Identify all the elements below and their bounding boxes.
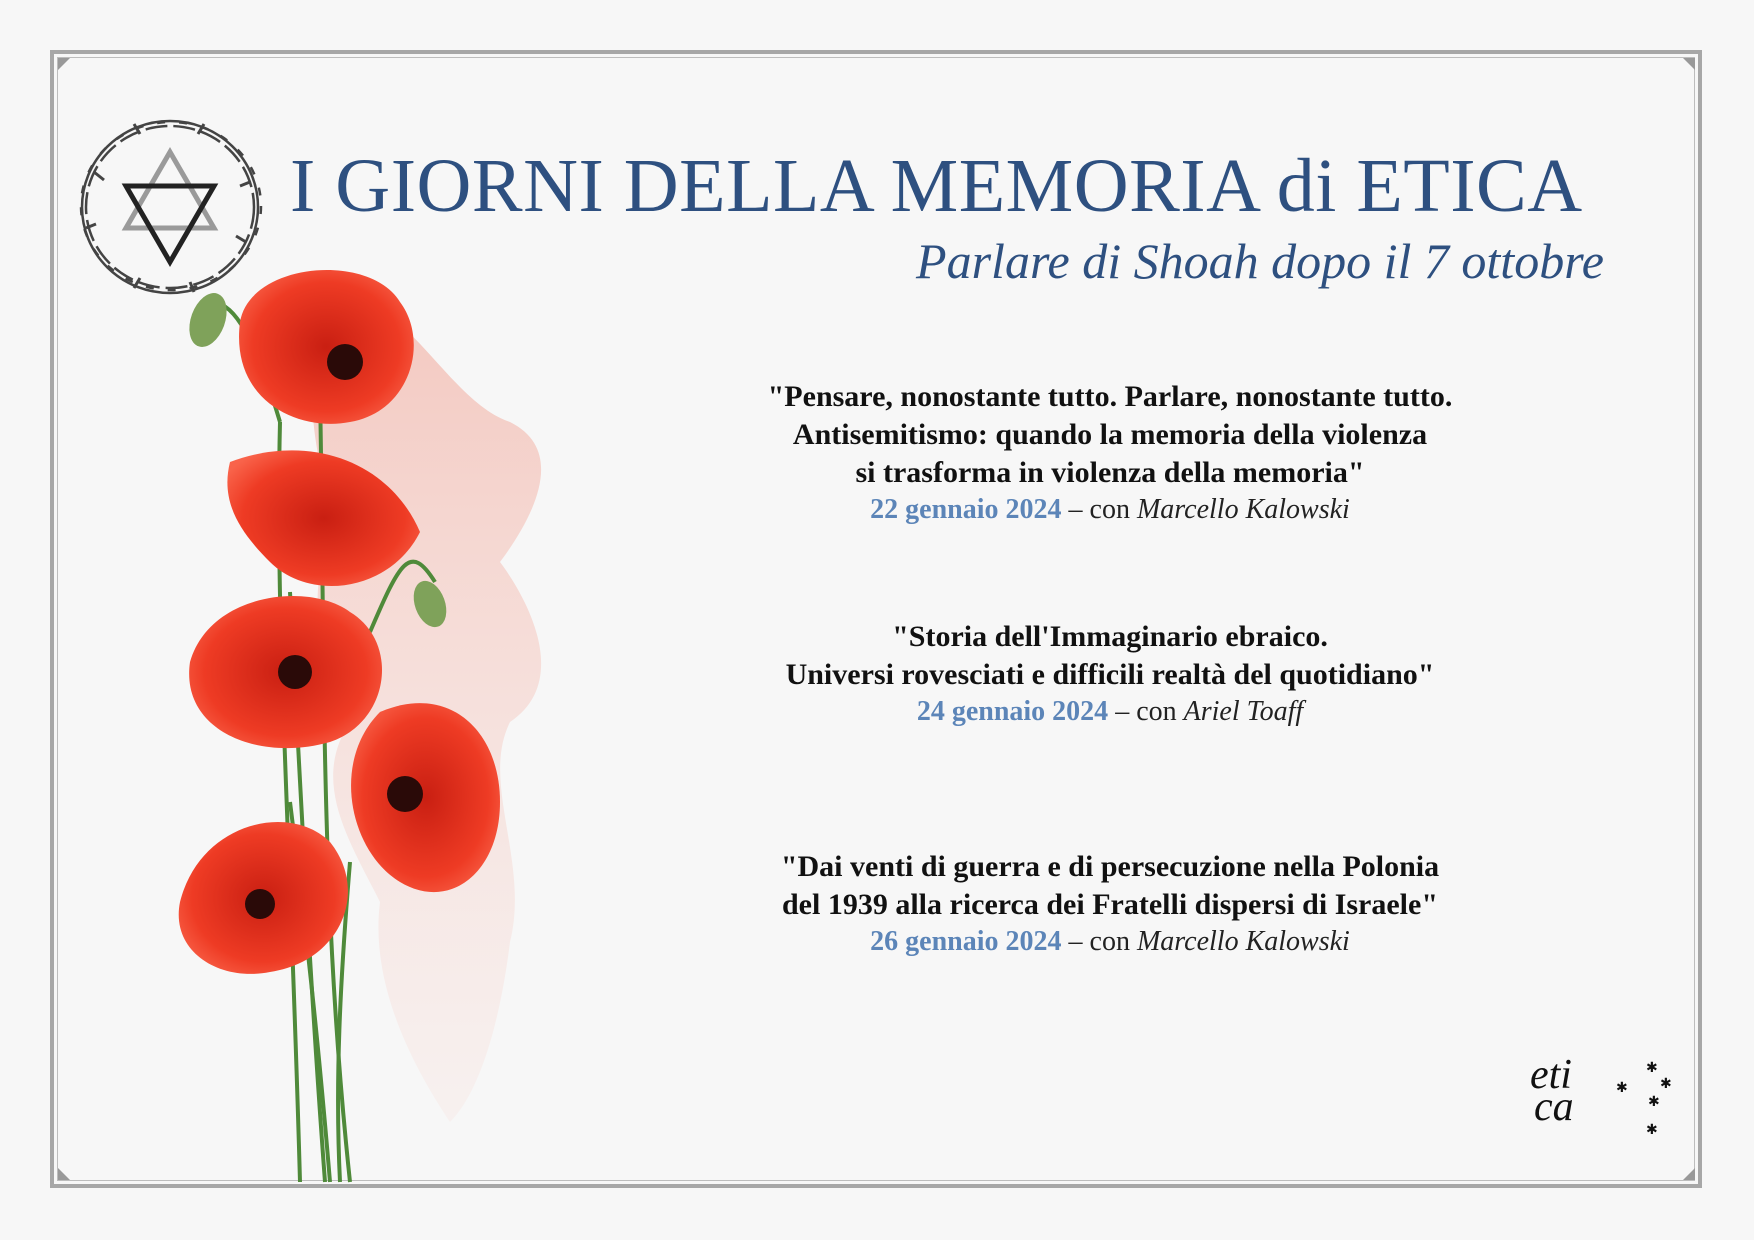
svg-text:✱: ✱ — [1646, 1060, 1658, 1076]
poppy-flowers-illustration — [150, 262, 610, 1184]
event-1 — [660, 378, 1560, 528]
svg-text:✱: ✱ — [1660, 1076, 1672, 1092]
event-connector: – con — [1068, 926, 1130, 957]
event-meta — [660, 924, 1560, 960]
svg-text:✱: ✱ — [1646, 1122, 1658, 1136]
page-subtitle: Parlare di Shoah dopo il 7 ottobre — [916, 233, 1604, 289]
event-2 — [660, 618, 1560, 730]
etica-logo — [1528, 1052, 1678, 1140]
event-date: 24 gennaio 2024 — [916, 696, 1109, 727]
corner-ornament — [58, 58, 76, 76]
etica-logo-line1: eti — [1530, 1052, 1572, 1098]
event-title: "Pensare, nonostante tutto. Parlare, nonostante tutto. Antisemitismo: quando la memoria della violenza si trasforma in violenza della memoria" — [767, 380, 1453, 489]
event-3 — [660, 848, 1560, 960]
svg-text:✱: ✱ — [1648, 1094, 1660, 1110]
event-title: "Dai venti di guerra e di persecuzione nella Polonia del 1939 alla ricerca dei Fratelli dispersi di Israele" — [780, 850, 1440, 921]
event-meta — [660, 694, 1560, 730]
event-meta — [660, 492, 1560, 528]
event-date: 22 gennaio 2024 — [870, 494, 1062, 525]
etica-logo-line2: ca — [1534, 1084, 1574, 1130]
stars-icon — [1610, 1058, 1674, 1136]
corner-ornament — [58, 1162, 76, 1180]
event-speaker: Marcello Kalowski — [1136, 494, 1350, 525]
corner-ornament — [1677, 58, 1695, 76]
page-title: I GIORNI DELLA MEMORIA di ETICA — [290, 144, 1583, 228]
event-speaker: Ariel Toaff — [1183, 696, 1304, 727]
event-connector: – con — [1068, 494, 1130, 525]
event-speaker: Marcello Kalowski — [1136, 926, 1350, 957]
svg-text:✱: ✱ — [1616, 1080, 1628, 1096]
event-title: "Storia dell'Immaginario ebraico. Universi rovesciati e difficili realtà del quotidiano" — [785, 620, 1435, 691]
event-connector: – con — [1115, 696, 1177, 727]
event-date: 26 gennaio 2024 — [870, 926, 1062, 957]
corner-ornament — [1677, 1162, 1695, 1180]
